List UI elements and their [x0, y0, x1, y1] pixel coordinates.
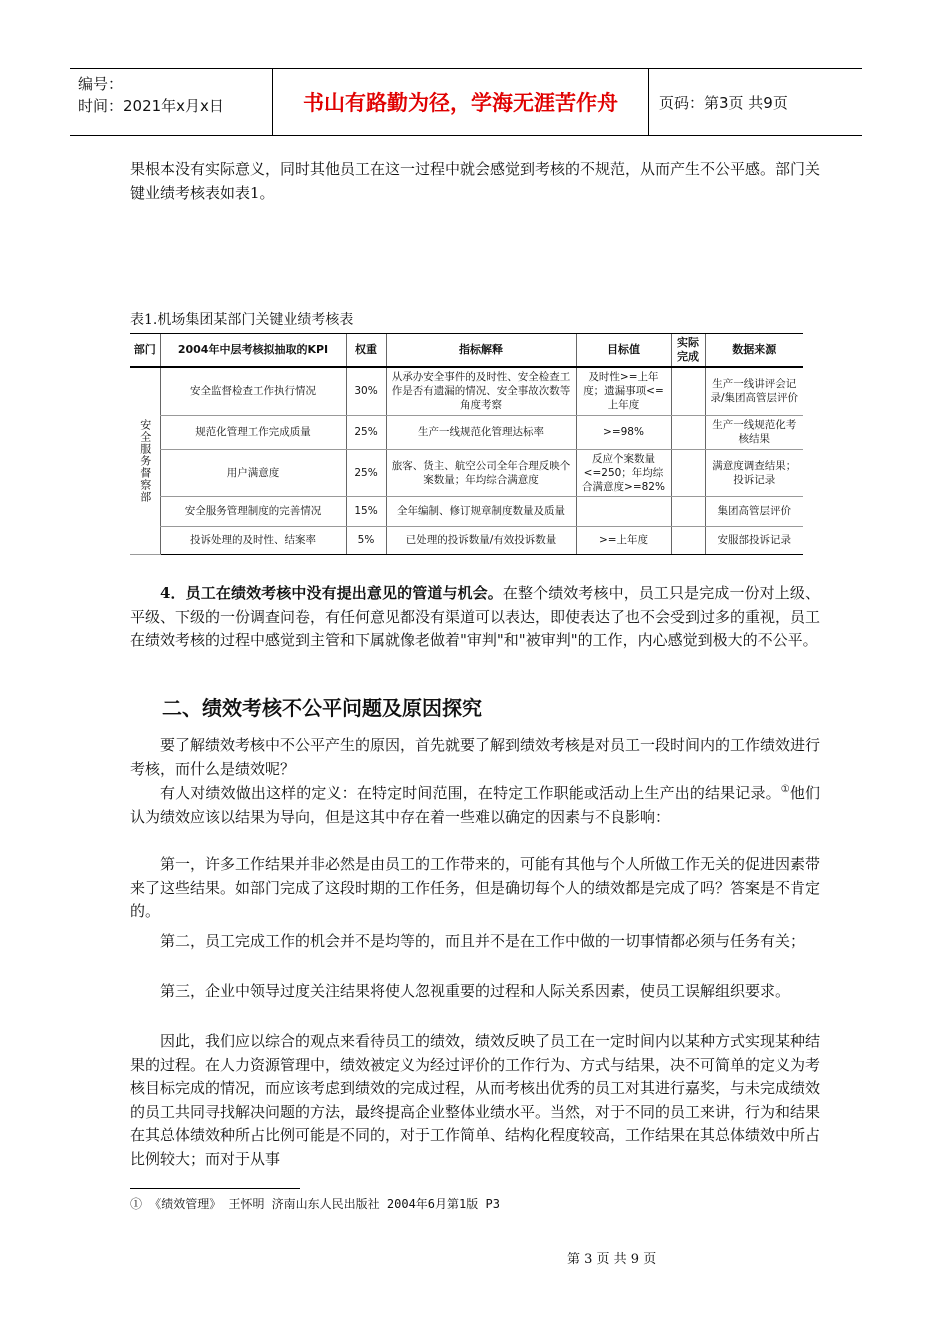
- source-cell: 集团高管层评价: [705, 496, 803, 526]
- body-paragraph-4: 第二，员工完成工作的机会并不是均等的，而且并不是在工作中做的一切事情都必须与任务有关；: [160, 932, 806, 950]
- table-row: [130, 496, 803, 526]
- point4-heading: 4．员工在绩效考核中没有提出意见的管道与机会。: [160, 584, 503, 602]
- department-cell: 安全服务督察部: [130, 367, 160, 554]
- table-row: [130, 415, 803, 449]
- p2-part-a: 有人对绩效做出这样的定义：在特定时间范围，在特定工作职能或活动上生产出的结果记录。: [160, 784, 781, 802]
- kpi-cell: 投诉处理的及时性、结案率: [160, 526, 346, 554]
- p2-part-b: 他们认为绩效应该以结果为导向，但是这其中存在着一些难以确定的因素与不良影响：: [130, 784, 820, 826]
- target-cell: [576, 496, 671, 526]
- footnote: ① 《绩效管理》 王怀明 济南山东人民出版社 2004年6月第1版 P3: [130, 1197, 500, 1211]
- source-cell: 生产一线规范化考核结果: [705, 415, 803, 449]
- header-page-info: 页码：第3页 共9页: [659, 93, 788, 112]
- explain-cell: 旅客、货主、航空公司全年合理反映个案数量；年均综合满意度: [386, 449, 576, 496]
- explain-cell: 全年编制、修订规章制度数量及质量: [386, 496, 576, 526]
- page-footer: 第 3 页 共 9 页: [567, 1252, 657, 1267]
- explain-cell: 已处理的投诉数量/有效投诉数量: [386, 526, 576, 554]
- table-row: [130, 449, 803, 496]
- section-title: 二、绩效考核不公平问题及原因探究: [162, 696, 482, 720]
- table-row: [130, 367, 803, 415]
- table-header-row: [130, 334, 803, 368]
- col-header-weight: 权重: [346, 334, 386, 368]
- number-label: 编号：: [78, 75, 124, 93]
- target-cell: >=上年度: [576, 526, 671, 554]
- body-paragraph-3: 第一，许多工作结果并非必然是由员工的工作带来的，可能有其他与个人所做工作无关的促进因素带来了这些结果。如部门完成了这段时期的工作任务，但是确切每个人的绩效都是完成了吗？答案是不肯定的。: [130, 855, 821, 921]
- target-cell: 及时性>=上年度；遗漏事项<=上年度: [576, 367, 671, 415]
- body-paragraph-6: 因此，我们应以综合的观点来看待员工的绩效，绩效反映了员工在一定时间内以某种方式实现某种结果的过程。在人力资源管理中，绩效被定义为经过评价的工作行为、方式与结果，决不可简单的定义为考核目标完成的情况，而应该考虑到绩效的完成过程，从而考核出优秀的员工对其进行嘉奖，与未完成绩效的员工共同寻找解决问题的方法，最终提高企业整体业绩水平。当然，对于不同的员工来讲，行为和结果在其总体绩效种所占比例可能是不同的，对于工作简单、结构化程度较高，工作结果在其总体绩效中所占比例较大；而对于从事: [130, 1032, 821, 1168]
- explain-cell: 生产一线规范化管理达标率: [386, 415, 576, 449]
- source-cell: 安服部投诉记录: [705, 526, 803, 554]
- kpi-table: [130, 333, 803, 555]
- table-row: [130, 526, 803, 554]
- footnote-marker: ①: [780, 784, 790, 795]
- source-cell: 满意度调查结果；投诉记录: [705, 449, 803, 496]
- body-paragraph-1: 要了解绩效考核中不公平产生的原因，首先就要了解到绩效考核是对员工一段时间内的工作绩效进行考核，而什么是绩效呢？: [130, 736, 821, 778]
- actual-cell: [671, 367, 705, 415]
- header-meta: [70, 69, 273, 135]
- kpi-cell: 规范化管理工作完成质量: [160, 415, 346, 449]
- kpi-cell: 用户满意度: [160, 449, 346, 496]
- col-header-kpi: 2004年中层考核拟抽取的KPI: [160, 334, 346, 368]
- table-caption: 表1.机场集团某部门关键业绩考核表: [130, 312, 354, 328]
- col-header-target: 目标值: [576, 334, 671, 368]
- actual-cell: [671, 496, 705, 526]
- header-motto: 书山有路勤为径，学海无涯苦作舟: [273, 69, 649, 135]
- weight-cell: 5%: [346, 526, 386, 554]
- source-cell: 生产一线讲评会记录/集团高管层评价: [705, 367, 803, 415]
- actual-cell: [671, 526, 705, 554]
- weight-cell: 15%: [346, 496, 386, 526]
- col-header-explain: 指标解释: [386, 334, 576, 368]
- weight-cell: 25%: [346, 449, 386, 496]
- kpi-cell: 安全监督检查工作执行情况: [160, 367, 346, 415]
- col-header-source: 数据来源: [705, 334, 803, 368]
- target-cell: >=98%: [576, 415, 671, 449]
- col-header-dept: 部门: [130, 334, 160, 368]
- target-cell: 反应个案数量<=250；年均综合满意度>=82%: [576, 449, 671, 496]
- body-paragraph-5: 第三，企业中领导过度关注结果将使人忽视重要的过程和人际关系因素，使员工误解组织要求。: [160, 982, 791, 1000]
- page-header: [70, 68, 862, 136]
- point4-text: 在整个绩效考核中，员工只是完成一份对上级、平级、下级的一份调查问卷，有任何意见都没有渠道可以表达，即使表达了也不会受到过多的重视，员工在绩效考核的过程中感觉到主管和下属就像老做着"审判"和"被审判"的工作，内心感觉到极大的不公平。: [130, 584, 821, 650]
- weight-cell: 30%: [346, 367, 386, 415]
- kpi-cell: 安全服务管理制度的完善情况: [160, 496, 346, 526]
- body-paragraph-2: [130, 782, 820, 829]
- intro-paragraph: 果根本没有实际意义，同时其他员工在这一过程中就会感觉到考核的不规范，从而产生不公平感。部门关键业绩考核表如表1。: [130, 160, 821, 202]
- actual-cell: [671, 415, 705, 449]
- explain-cell: 从承办安全事件的及时性、安全检查工作是否有遗漏的情况、安全事故次数等角度考察: [386, 367, 576, 415]
- col-header-actual: 实际完成: [671, 334, 705, 368]
- time-label: 时间：2021年x月x日: [78, 97, 224, 115]
- point4-paragraph: [130, 582, 820, 653]
- weight-cell: 25%: [346, 415, 386, 449]
- footnote-rule: [130, 1188, 300, 1189]
- actual-cell: [671, 449, 705, 496]
